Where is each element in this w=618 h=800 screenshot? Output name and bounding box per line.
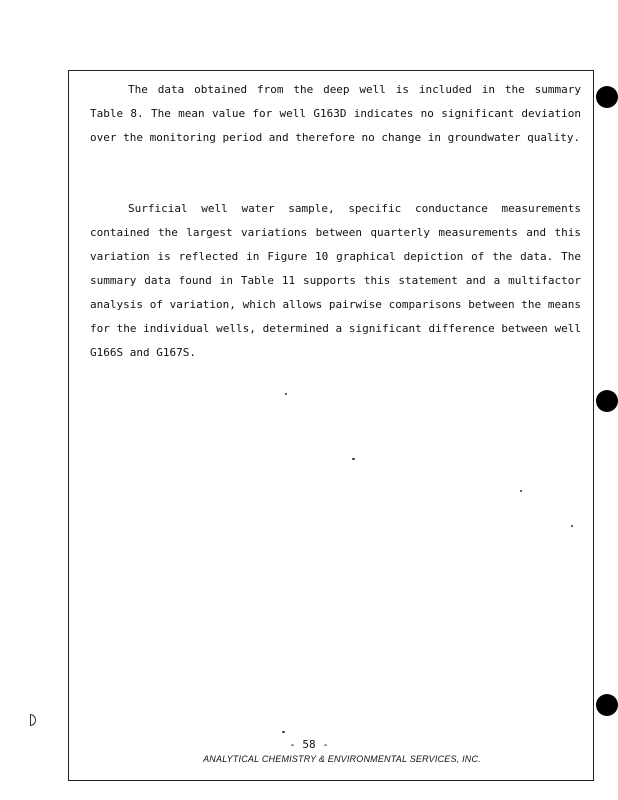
company-footer: ANALYTICAL CHEMISTRY & ENVIRONMENTAL SERVICES, INC. — [203, 754, 481, 764]
scan-speck — [520, 490, 522, 492]
scan-speck — [282, 731, 285, 733]
paragraph-deep-well — [90, 78, 581, 150]
paragraph-surficial-well — [90, 197, 581, 365]
punch-hole-top — [596, 86, 618, 108]
punch-hole-middle — [596, 390, 618, 412]
paragraph-surficial-well-text: Surficial well water sample, specific conductance measurements contained the largest variations between quarterly measurements and this variation is reflected in Figure 10 graphical depiction of the data. The summary data found in Table 11 supports this statement and a multifactor analysis of variation, which allows pairwise comparisons between the means for the individual wells, determined a significant difference between well G166S and G167S. — [90, 202, 581, 359]
page-number: - 58 - — [289, 738, 329, 751]
scan-mark — [30, 714, 36, 726]
scan-speck — [285, 393, 287, 395]
scan-speck — [352, 458, 355, 460]
punch-hole-bottom — [596, 694, 618, 716]
page-border — [68, 70, 594, 781]
paragraph-deep-well-text: The data obtained from the deep well is included in the summary Table 8. The mean value for well G163D indicates no significant deviation over the monitoring period and therefore no change in groundwater quality. — [90, 83, 581, 144]
scan-speck — [571, 525, 573, 527]
